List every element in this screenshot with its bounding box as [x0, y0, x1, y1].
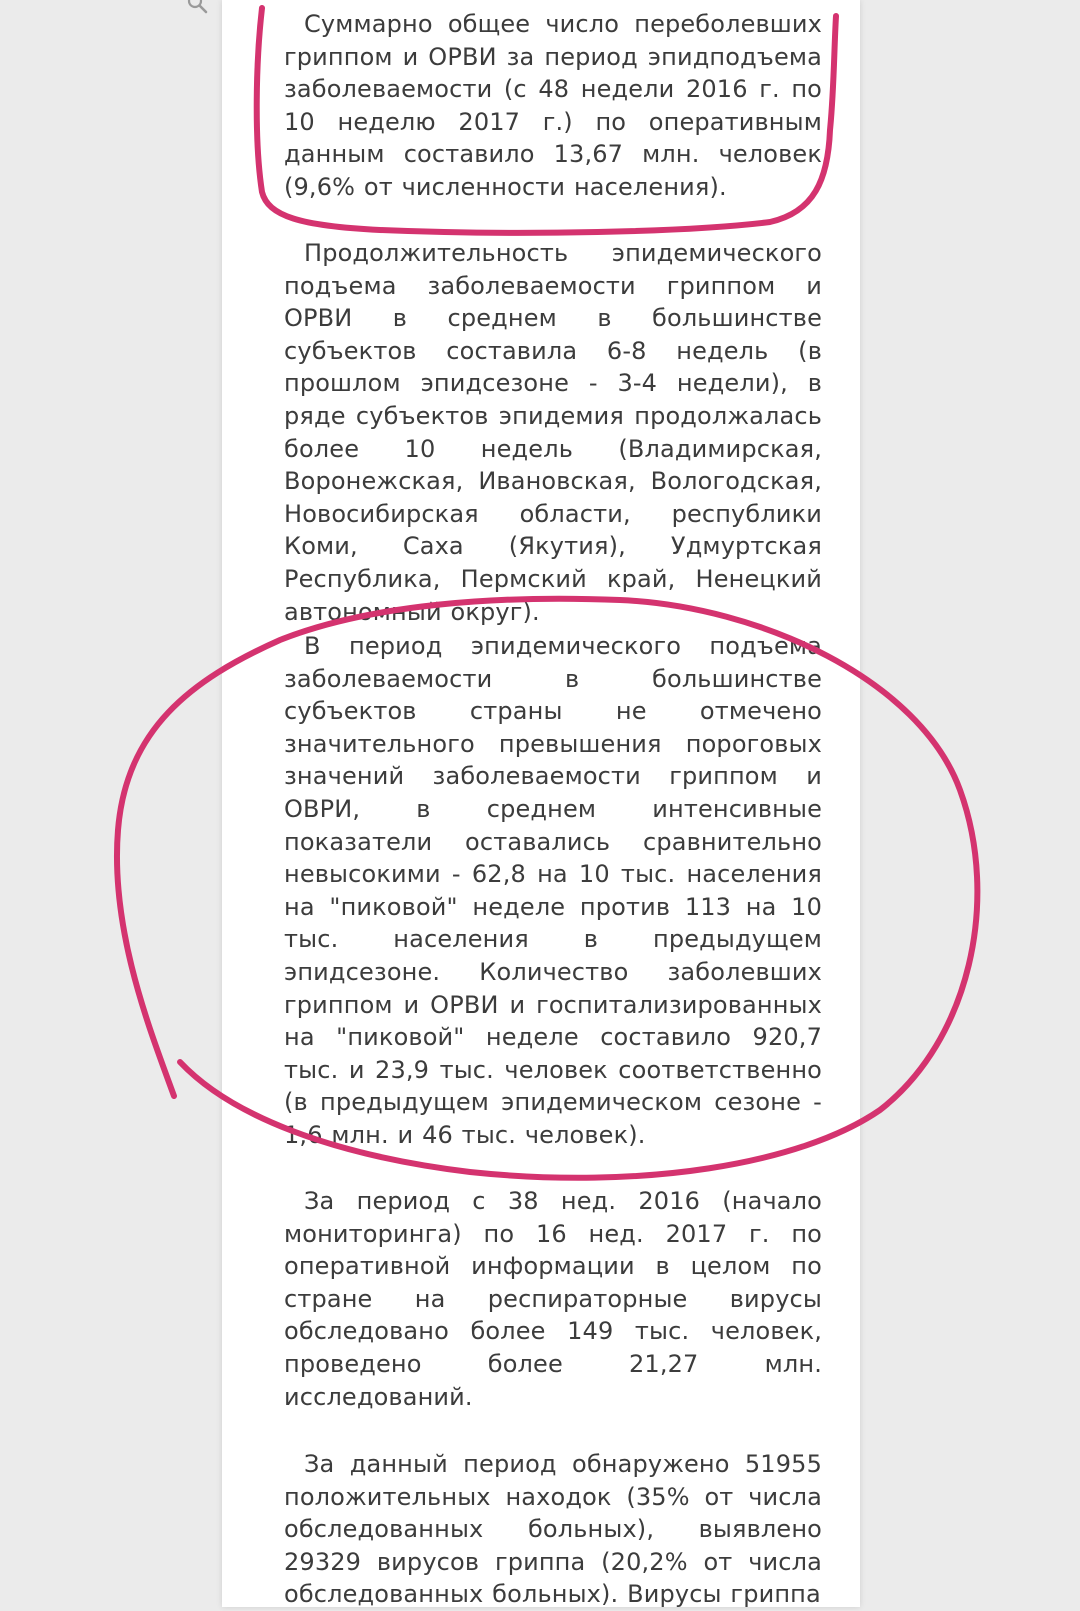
paragraph-peak-week: В период эпидемического подъема заболеваемости в большинстве субъектов страны не отмечено значительного превышения пороговых значений заболеваемости гриппом и ОВРИ, в среднем интенсивные показатели оставались сравнительно невысокими - 62,8 на 10 тыс. населения на "пиковой" неделе против 113 на 10 тыс. населения в предыдущем эпидсезоне. Количество заболевших гриппом и ОРВИ и госпитализированных на "пиковой" неделе составило 920,7 тыс. и 23,9 тыс. человек соответственно (в предыдущем эпидемическом сезоне - 1,6 млн. и 46 тыс. человек). — [284, 632, 822, 1149]
paragraph-positive-findings: За данный период обнаружено 51955 положительных находок (35% от числа обследованных больных), выявлено 29329 вирусов гриппа (20,2% от числа обследованных больных). Вирусы гриппа — [284, 1450, 822, 1609]
paragraph-epidemic-duration: Продолжительность эпидемического подъема заболеваемости гриппом и ОРВИ в среднем в большинстве субъектов составила 6-8 недель (в прошлом эпидсезоне - 3-4 недели), в ряде субъектов эпидемия продолжалась более 10 недель (Владимирская, Воронежская, Ивановская, Вологодская, Новосибирская области, республики Коми, Саха (Якутия), Удмуртская Республика, Пермский край, Ненецкий автономный округ). — [284, 239, 822, 626]
paragraph-monitoring-period: За период с 38 нед. 2016 (начало мониторинга) по 16 нед. 2017 г. по оперативной информации в целом по стране на респираторные вирусы обследовано более 149 тыс. человек, проведено более 21,27 млн. исследований. — [284, 1187, 822, 1411]
paragraph-total-cases: Суммарно общее число переболевших гриппом и ОРВИ за период эпидподъема заболеваемости (с 48 недели 2016 г. по 10 неделю 2017 г.) по оперативным данным составило 13,67 млн. человек (9,6% от численности населения). — [284, 10, 822, 201]
search-icon[interactable] — [186, 0, 210, 16]
